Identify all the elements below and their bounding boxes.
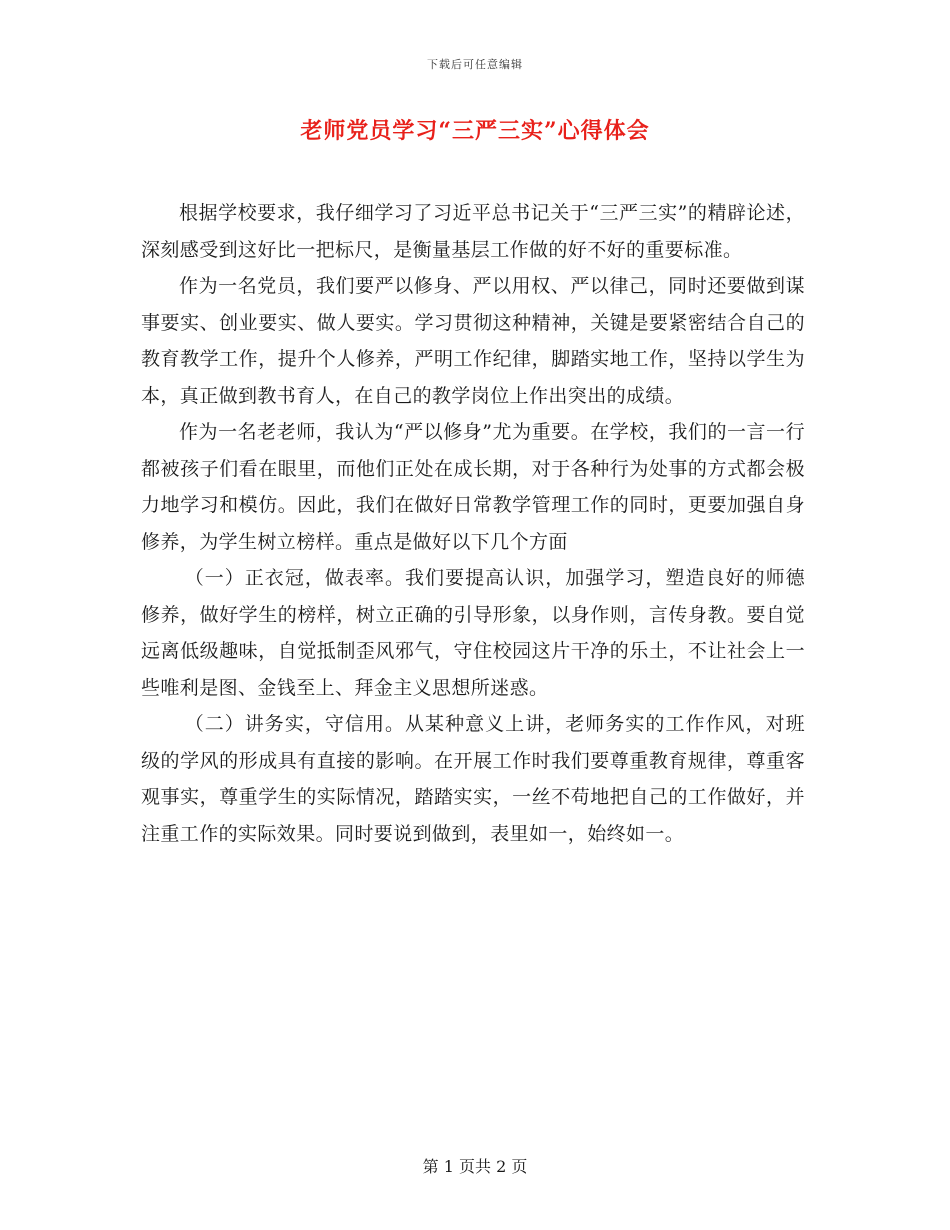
header-note: 下载后可任意编辑 — [427, 58, 523, 71]
paragraph-point-one: （一）正衣冠，做表率。我们要提高认识，加强学习，塑造良好的师德修养，做好学生的榜样，树立正确的引导形象，以身作则，言传身教。要自觉远离低级趣味，自觉抵制歪风邪气，守住校园这片干净的乐土，不让社会上一些唯利是图、金钱至上、拜金主义思想所迷惑。 — [141, 567, 805, 699]
page-number: 第 1 页共 2 页 — [422, 1157, 528, 1176]
document-title: 老师党员学习“三严三实”心得体会 — [300, 118, 650, 144]
paragraph-point-two: （二）讲务实，守信用。从某种意义上讲，老师务实的工作作风，对班级的学风的形成具有直接的影响。在开展工作时我们要尊重教育规律，尊重客观事实，尊重学生的实际情况，踏踏实实，一丝不苟地把自己的工作做好，并注重工作的实际效果。同时要说到做到，表里如一，始终如一。 — [141, 713, 805, 845]
paragraph-teacher: 作为一名老老师，我认为“严以修身”尤为重要。在学校，我们的一言一行都被孩子们看在眼里，而他们正处在成长期，对于各种行为处事的方式都会极力地学习和模仿。因此，我们在做好日常教学管理工作的同时，更要加强自身修养，为学生树立榜样。重点是做好以下几个方面 — [141, 421, 805, 553]
paragraph-party-member: 作为一名党员，我们要严以修身、严以用权、严以律己，同时还要做到谋事要实、创业要实、做人要实。学习贯彻这种精神，关键是要紧密结合自己的教育教学工作，提升个人修养，严明工作纪律，脚踏实地工作，坚持以学生为本，真正做到教书育人，在自己的教学岗位上作出突出的成绩。 — [141, 275, 805, 407]
paragraph-intro: 根据学校要求，我仔细学习了习近平总书记关于“三严三实”的精辟论述，深刻感受到这好比一把标尺，是衡量基层工作做的好不好的重要标准。 — [141, 202, 805, 261]
document-body — [141, 195, 805, 852]
